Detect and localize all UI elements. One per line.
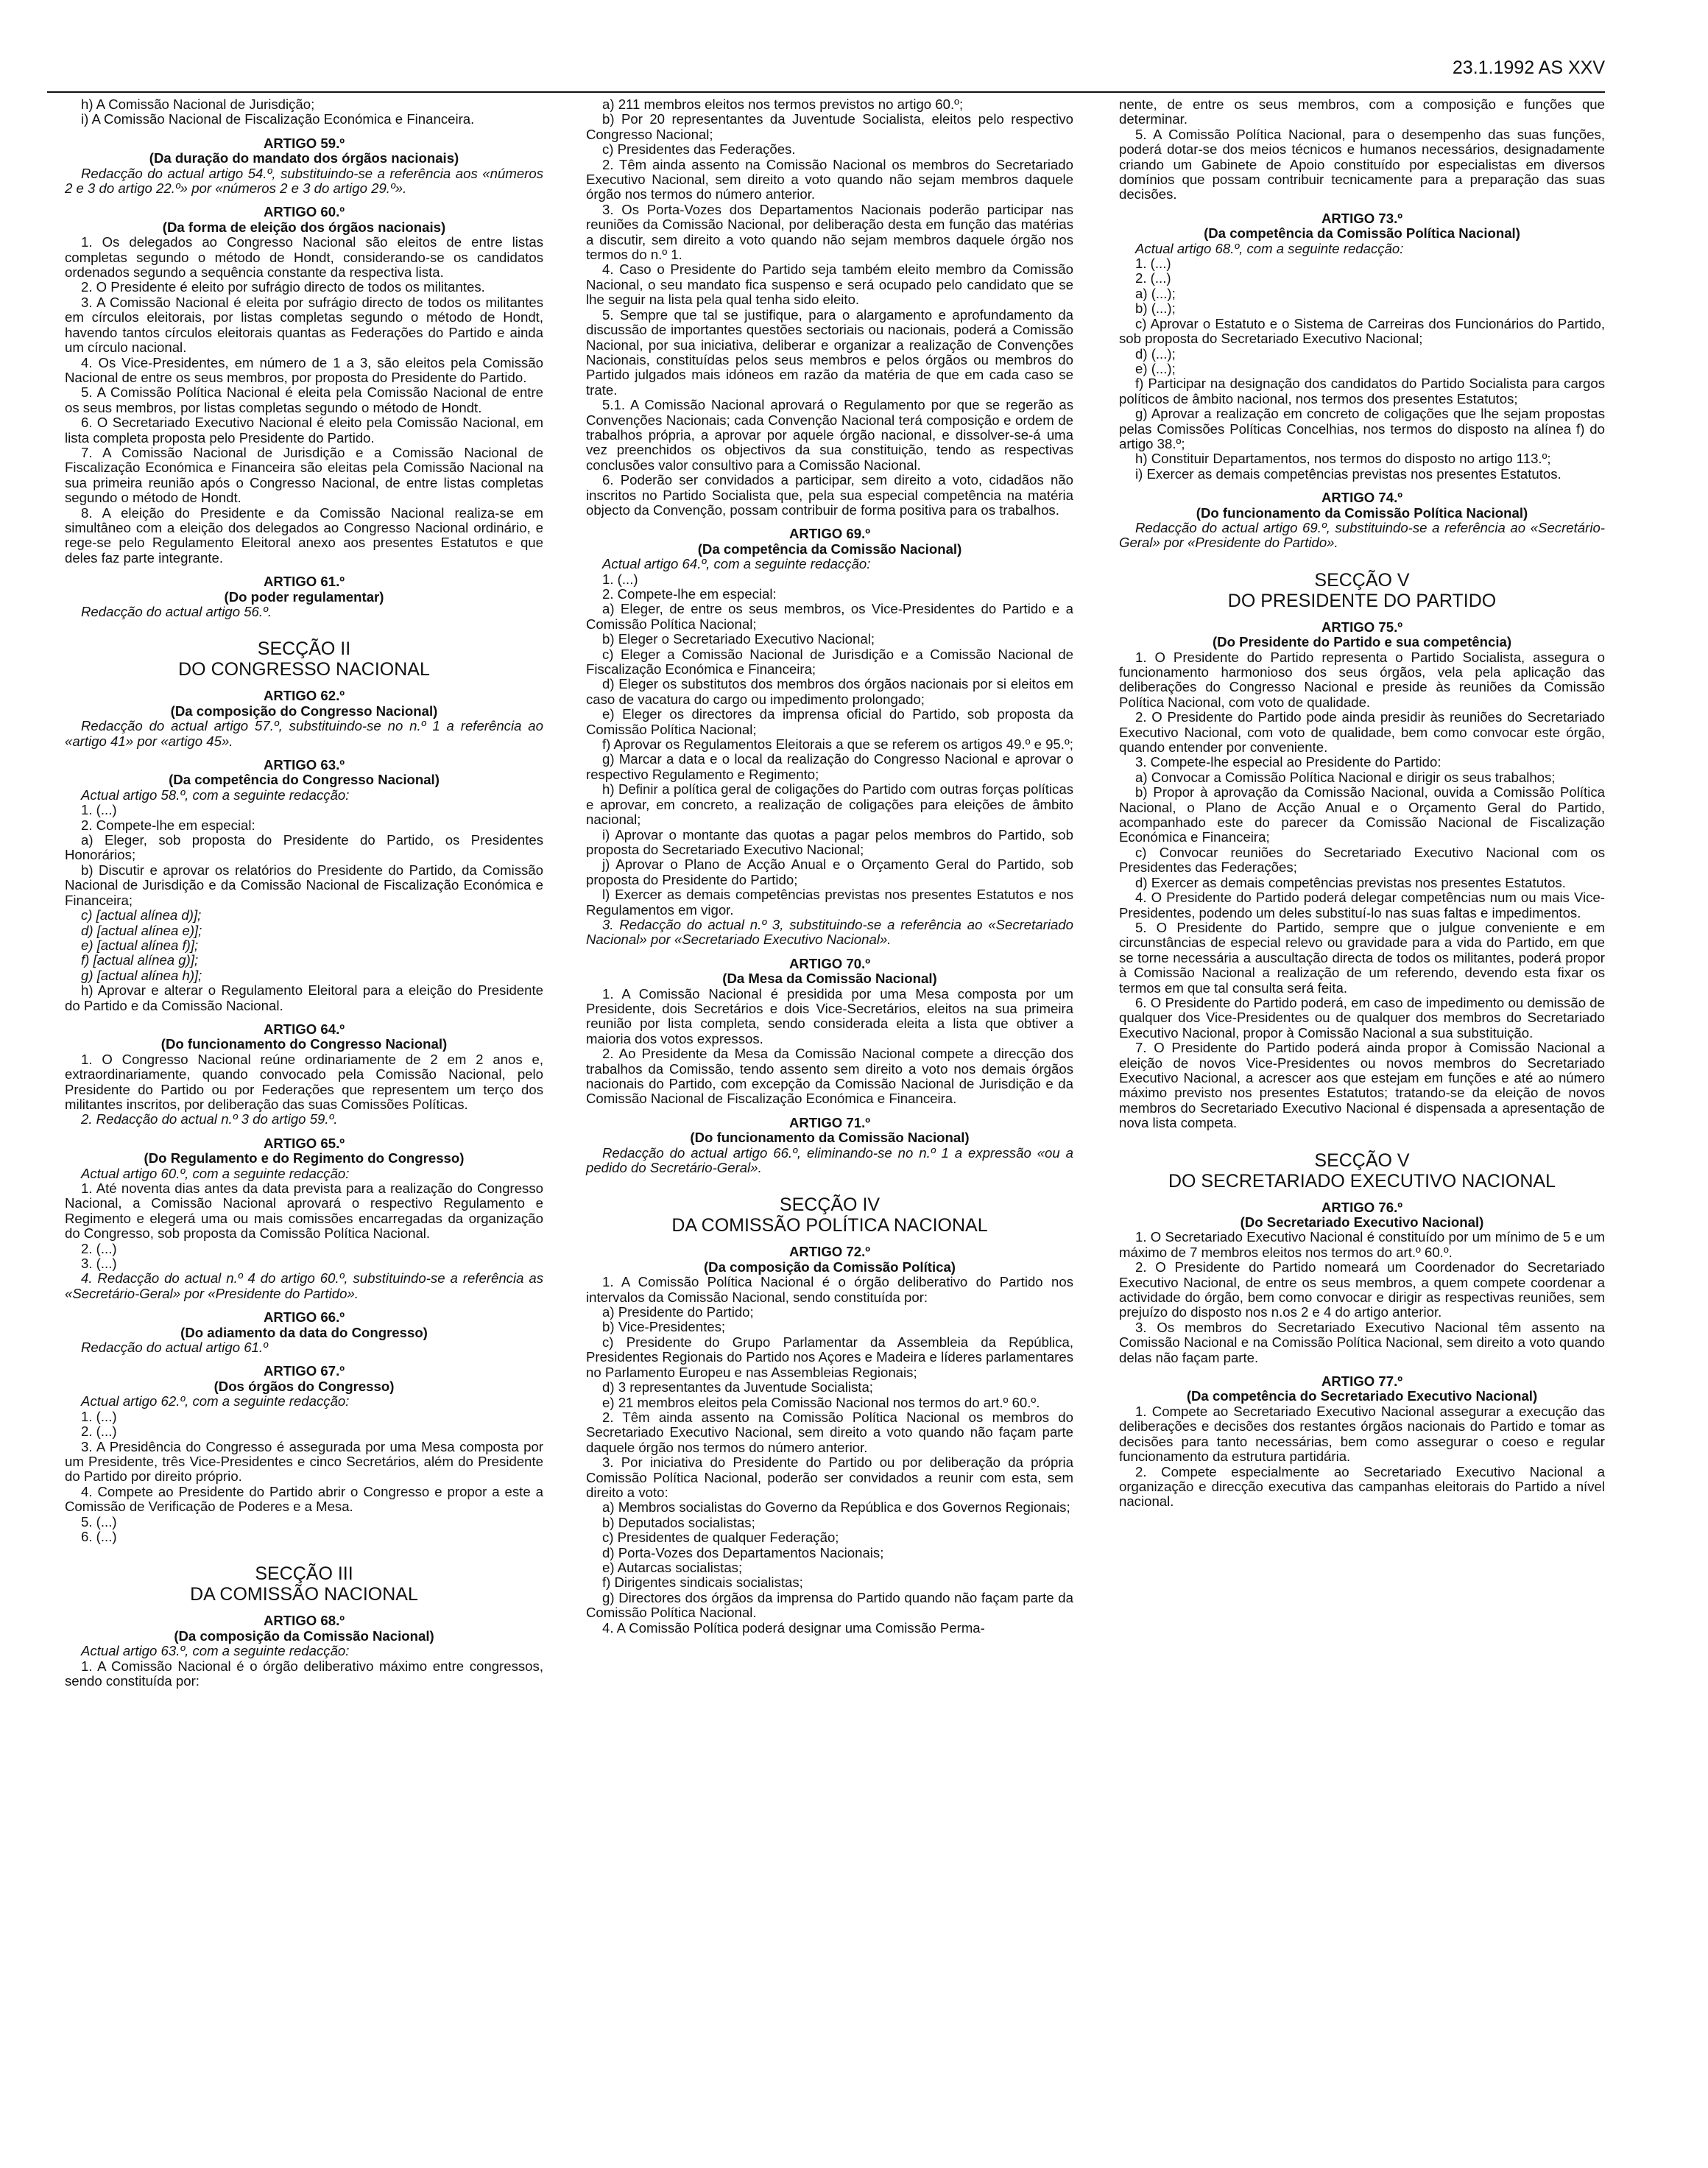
article-subtitle: (Da forma de eleição dos órgãos nacionais) [162,219,446,235]
article-subtitle: (Da composição da Comissão Nacional) [174,1627,434,1644]
paragraph: 8. A eleição do Presidente e da Comissão Nacional realiza-se em simultâneo com a eleição dos delegados ao Congresso Nacional ordinário, e rege-se pelo Regulamento Eleitoral anexo aos presentes Estatutos e que deles faz parte integrante. [65,504,543,566]
editorial-note: Redacção do actual artigo 56.º. [81,604,272,619]
paragraph: g) Aprovar a realização em concreto de coligações que lhe sejam propostas pelas Comissões Políticas Concelhias, nos termos do disposto na alínea f) do artigo 38.º; [1119,406,1605,451]
paragraph: b) Discutir e aprovar os relatórios do Presidente do Partido, da Comissão Nacional de Jurisdição e da Comissão Nacional de Fiscalização Económica e Financeira; [65,862,543,908]
editorial-note: Actual artigo 58.º, com a seguinte redacção: [81,786,350,803]
paragraph: 2. Compete-lhe em especial: [81,817,255,833]
paragraph: c) Presidentes das Federações. [602,141,796,158]
editorial-note: e) [actual alínea f)]; [81,937,199,953]
paragraph: 5. (...) [81,1513,117,1530]
paragraph: l) Exercer as demais competências previstas nos presentes Estatutos e nos Regulamentos em vigor. [586,887,1073,918]
article-title: ARTIGO 76.º [1321,1199,1403,1215]
paragraph: 7. O Presidente do Partido poderá ainda propor à Comissão Nacional a eleição de novos Vice-Presidentes ou novos membros do Secretariado Executivo Nacional, a acrescer aos que estejam em funções e até ao número máximo previsto nos presentes Estatutos; tratando-se da eleição de novos membros do Secretariado Executivo Nacional é dispensada a apresentação de nova lista competa. [1119,1040,1605,1131]
section-number: SECÇÃO IV [779,1194,881,1216]
text-column-right [1119,97,1605,1510]
editorial-note: d) [actual alínea e)]; [81,922,202,938]
article-title: ARTIGO 62.º [263,688,345,704]
paragraph: b) Por 20 representantes da Juventude Socialista, eleitos pelo respectivo Congresso Nacional; [586,111,1073,142]
paragraph: 1. O Congresso Nacional reúne ordinariamente de 2 em 2 anos e, extraordinariamente, quando convocado pela Comissão Nacional, pelo Presidente do Partido ou por Federações que representem um terço dos militantes inscritos, por deliberação das suas Comissões Políticas. [65,1051,543,1112]
paragraph: a) Eleger, de entre os seus membros, os Vice-Presidentes do Partido e a Comissão Política Nacional; [586,601,1073,632]
paragraph: d) Exercer as demais competências previstas nos presentes Estatutos. [1135,874,1566,890]
article-title: ARTIGO 70.º [788,955,871,971]
section-heading [65,638,543,680]
paragraph: 1. (...) [81,1408,117,1424]
paragraph: f) Dirigentes sindicais socialistas; [602,1574,803,1591]
paragraph: e) 21 membros eleitos pela Comissão Nacional nos termos do art.º 60.º. [602,1394,1040,1410]
paragraph: d) (...); [1135,345,1176,362]
article-subtitle: (Da composição da Comissão Política) [703,1259,956,1275]
paragraph: 5. Sempre que tal se justifique, para o alargamento e aprofundamento da discussão de importantes questões sectoriais ou nacionais, poderá a Comissão Nacional, por sua iniciativa, deliberar e organizar a realização de Convenções Nacionais, constituídas pelos seus membros e pelos órgãos ou membros do Partido julgados mais idóneos em razão da matéria de que em cada caso se trate. [586,306,1073,398]
paragraph: 1. Os delegados ao Congresso Nacional são eleitos de entre listas completas segundo o método de Hondt, considerando-se os candidatos ordenados segundo a sequência constante da respectiva lista. [65,234,543,281]
article-title: ARTIGO 68.º [263,1613,345,1629]
editorial-note: Actual artigo 68.º, com a seguinte redacção: [1135,240,1404,256]
paragraph: nente, de entre os seus membros, com a composição e funções que determinar. [1119,96,1605,127]
paragraph: f) Participar na designação dos candidatos do Partido Socialista para cargos políticos de âmbito nacional, nos termos dos presentes Estatutos; [1119,376,1605,406]
paragraph: d) 3 representantes da Juventude Socialista; [602,1379,873,1396]
paragraph: 3. Compete-lhe especial ao Presidente do Partido: [1135,754,1441,770]
article-title: ARTIGO 73.º [1321,210,1403,226]
article-subtitle: (Do funcionamento da Comissão Nacional) [690,1130,970,1146]
editorial-note: Redacção do actual artigo 57.º, substituindo-se no n.º 1 a referência ao «artigo 41» por «artigo 45». [65,718,543,749]
editorial-note: Actual artigo 64.º, com a seguinte redacção: [602,556,871,572]
article-subtitle: (Do funcionamento da Comissão Política Nacional) [1196,504,1528,521]
paragraph: 1. Até noventa dias antes da data prevista para a realização do Congresso Nacional, a Comissão Nacional aprovará o respectivo Regulamento e Regimento e elegerá uma ou mais comissões encarregadas da organização do Congresso, sob proposta da Comissão Política Nacional. [65,1180,543,1242]
editorial-note: Actual artigo 62.º, com a seguinte redacção: [81,1393,350,1409]
page-header [47,47,1605,93]
paragraph: 2. O Presidente do Partido nomeará um Coordenador do Secretariado Executivo Nacional, de entre os seus membros, a quem compete coordenar a actividade do órgão, bem como convocar e dirigir as respectivas reuniões, sem prejuízo do disposto nos n.os 2 e 4 do artigo anterior. [1119,1259,1605,1320]
paragraph: 6. (...) [81,1528,117,1544]
article-title: ARTIGO 65.º [263,1135,345,1151]
paragraph: 2. Têm ainda assento na Comissão Política Nacional os membros do Secretariado Executivo Nacional, sem direito a voto quando não façam parte daquele órgão nos termos do número anterior. [586,1409,1073,1455]
editorial-note: Redacção do actual artigo 69.º, substituindo-se a referência ao «Secretário-Geral» por «Presidente do Partido». [1119,519,1605,551]
paragraph: i) Exercer as demais competências previstas nos presentes Estatutos. [1135,465,1561,482]
paragraph: 6. O Presidente do Partido poderá, em caso de impedimento ou demissão de qualquer dos Vice-Presidentes ou de qualquer dos membros do Secretariado Executivo Nacional, propor à Comissão Nacional a sua substituição. [1119,994,1605,1041]
paragraph: 3. (...) [81,1256,117,1272]
paragraph: a) 211 membros eleitos nos termos previstos no artigo 60.º; [602,96,964,112]
paragraph: 2. O Presidente do Partido pode ainda presidir às reuniões do Secretariado Executivo Nacional, com voto de qualidade, bem como convocar este órgão, quando entender por conveniente. [1119,709,1605,756]
paragraph: i) A Comissão Nacional de Fiscalização Económica e Financeira. [81,111,475,127]
paragraph: e) Autarcas socialistas; [602,1559,743,1575]
paragraph: g) Directores dos órgãos da imprensa do Partido quando não façam parte da Comissão Política Nacional. [586,1589,1073,1621]
section-title: DO PRESIDENTE DO PARTIDO [1227,590,1497,611]
paragraph: c) Presidentes de qualquer Federação; [602,1530,839,1546]
paragraph: h) Definir a política geral de coligações do Partido com outras forças políticas e aprovar, em concreto, a realização de coligações para eleições de âmbito nacional; [586,781,1073,828]
paragraph: 3. Por iniciativa do Presidente do Partido ou por deliberação da própria Comissão Política Nacional, poderão ser convidados a reunir com esta, sem direito a voto: [586,1454,1073,1500]
editorial-note: 2. Redacção do actual n.º 3 do artigo 59.º. [81,1111,338,1127]
section-number: SECÇÃO II [257,638,351,660]
paragraph: c) Presidente do Grupo Parlamentar da Assembleia da República, Presidentes Regionais do Partido nos Açores e Madeira e líderes parlamentares no Parlamento Europeu e nas Assembleias Regionais; [586,1334,1073,1380]
paragraph: a) Eleger, sob proposta do Presidente do Partido, os Presidentes Honorários; [65,832,543,863]
article-title: ARTIGO 60.º [263,204,345,220]
article-title: ARTIGO 63.º [263,757,345,773]
article-subtitle: (Da competência da Comissão Nacional) [697,541,962,557]
paragraph: 7. A Comissão Nacional de Jurisdição e a Comissão Nacional de Fiscalização Económica e Financeira são eleitas pela Comissão Nacional na sua primeira reunião após o Congresso Nacional, de entre listas completas segundo o método de Hondt. [65,444,543,506]
paragraph: h) A Comissão Nacional de Jurisdição; [81,96,315,112]
paragraph: a) Convocar a Comissão Política Nacional e dirigir os seus trabalhos; [1135,769,1556,785]
paragraph: e) (...); [1135,360,1176,376]
article-title: ARTIGO 69.º [788,526,871,542]
text-column-middle [586,97,1073,1636]
section-number: SECÇÃO V [1314,569,1410,591]
paragraph: a) Membros socialistas do Governo da República e dos Governos Regionais; [602,1499,1070,1516]
paragraph: 1. (...) [602,571,638,587]
paragraph: 1. A Comissão Política Nacional é o órgão deliberativo do Partido nos intervalos da Comissão Nacional, sendo constituída por: [586,1274,1073,1305]
paragraph: b) (...); [1135,300,1176,317]
article-subtitle: (Do poder regulamentar) [224,588,384,605]
paragraph: 3. A Presidência do Congresso é assegurada por uma Mesa composta por um Presidente, três Vice-Presidentes e cinco Secretários, além do Presidente do Partido por direito próprio. [65,1438,543,1485]
paragraph: c) Convocar reuniões do Secretariado Executivo Nacional com os Presidentes das Federações; [1119,844,1605,876]
article-subtitle: (Do Secretariado Executivo Nacional) [1240,1214,1484,1230]
section-heading [1119,1150,1605,1192]
text-column-left [65,97,543,1689]
paragraph: 5. A Comissão Política Nacional é eleita pela Comissão Nacional de entre os seus membros, por listas completas segundo o método de Hondt. [65,384,543,415]
paragraph: 4. Caso o Presidente do Partido seja também eleito membro da Comissão Nacional, o seu mandato fica suspenso e será ocupado pelo candidato que se lhe seguir na lista pela qual tenha sido eleito. [586,261,1073,308]
paragraph: 2. (...) [81,1240,117,1256]
paragraph: 2. (...) [1135,270,1171,286]
paragraph: 2. (...) [81,1423,117,1440]
section-heading [586,1194,1073,1236]
section-title: DO CONGRESSO NACIONAL [178,659,430,680]
paragraph: c) Aprovar o Estatuto e o Sistema de Carreiras dos Funcionários do Partido, sob proposta do Secretariado Executivo Nacional; [1119,315,1605,347]
paragraph: a) (...); [1135,285,1176,301]
paragraph: 3. A Comissão Nacional é eleita por sufrágio directo de todos os militantes em círculos eleitorais, por listas completas segundo o método de Hondt, havendo tantos círculos eleitorais quantas as Federações do Partido e ainda um círculo nacional. [65,294,543,356]
paragraph: 4. Os Vice-Presidentes, em número de 1 a 3, são eleitos pela Comissão Nacional de entre os seus membros, por proposta do Presidente do Partido. [65,354,543,385]
paragraph: g) Marcar a data e o local da realização do Congresso Nacional e aprovar o respectivo Regulamento e Regimento; [586,751,1073,782]
paragraph: 1. O Presidente do Partido representa o Partido Socialista, assegura o funcionamento harmonioso dos seus órgãos, vela pela aplicação das deliberações do Congresso Nacional e preside às reuniões da Comissão Política Nacional, com voto de qualidade. [1119,649,1605,710]
article-title: ARTIGO 59.º [263,135,345,151]
paragraph: 2. Têm ainda assento na Comissão Nacional os membros do Secretariado Executivo Nacional, sem direito a voto quando não sejam membros daquele órgão nos termos do número anterior. [586,156,1073,203]
paragraph: a) Presidente do Partido; [602,1304,754,1320]
paragraph: b) Eleger o Secretariado Executivo Nacional; [602,631,875,647]
article-title: ARTIGO 66.º [263,1309,345,1326]
paragraph: f) Aprovar os Regulamentos Eleitorais a que se referem os artigos 49.º e 95.º; [602,736,1073,753]
article-title: ARTIGO 61.º [263,574,345,590]
paragraph: b) Deputados socialistas; [602,1514,755,1530]
editorial-note: c) [actual alínea d)]; [81,907,202,923]
editorial-note: Actual artigo 60.º, com a seguinte redacção: [81,1165,350,1181]
editorial-note: g) [actual alínea h)]; [81,967,202,983]
paragraph: 2. O Presidente é eleito por sufrágio directo de todos os militantes. [81,279,485,295]
paragraph: 1. (...) [1135,256,1171,272]
article-subtitle: (Da composição do Congresso Nacional) [170,703,438,719]
paragraph: c) Eleger a Comissão Nacional de Jurisdição e a Comissão Nacional de Fiscalização Económica e Financeira; [586,646,1073,678]
article-subtitle: (Do funcionamento do Congresso Nacional) [160,1036,448,1052]
section-number: SECÇÃO V [1314,1150,1410,1171]
editorial-note: 4. Redacção do actual n.º 4 do artigo 60.º, substituindo-se a referência as «Secretário-Geral» por «Presidente do Partido». [65,1270,543,1301]
paragraph: e) Eleger os directores da imprensa oficial do Partido, sob proposta da Comissão Política Nacional; [586,706,1073,737]
article-subtitle: (Dos órgãos do Congresso) [214,1378,395,1394]
section-title: DO SECRETARIADO EXECUTIVO NACIONAL [1168,1170,1556,1192]
article-subtitle: (Da competência da Comissão Política Nacional) [1204,225,1520,242]
editorial-note: 3. Redacção do actual n.º 3, substituindo-se a referência ao «Secretariado Nacional» por «Secretariado Executivo Nacional». [586,916,1073,948]
section-title: DA COMISSÃO POLÍTICA NACIONAL [671,1215,988,1236]
paragraph: 2. Ao Presidente da Mesa da Comissão Nacional compete a direcção dos trabalhos da Comissão, tendo assento sem direito a voto nos demais órgãos nacionais do Partido, com excepção da Comissão Nacional de Jurisdição e da Comissão Nacional de Fiscalização Económica e Financeira. [586,1046,1073,1107]
article-subtitle: (Da competência do Secretariado Executivo Nacional) [1186,1388,1538,1404]
paragraph: 6. O Secretariado Executivo Nacional é eleito pela Comissão Nacional, em lista completa proposta pelo Presidente do Partido. [65,415,543,446]
paragraph: 2. Compete-lhe em especial: [602,586,777,602]
article-title: ARTIGO 72.º [788,1244,871,1260]
article-subtitle: (Do Regulamento e do Regimento do Congresso) [144,1150,465,1166]
paragraph: 2. Compete especialmente ao Secretariado Executivo Nacional a organização e direcção executiva das campanhas eleitorais do Partido a nível nacional. [1119,1463,1605,1510]
paragraph: 5.1. A Comissão Nacional aprovará o Regulamento por que se regerão as Convenções Nacionais; cada Convenção Nacional terá composição e ordem de trabalhos própria, a aprovar por aquele órgão nacional, e dissolver-se-á uma vez preenchidos os objectivos da sua constituição, tendo as respectivas conclusões valor consultivo para a Comissão Nacional. [586,397,1073,473]
section-number: SECÇÃO III [255,1563,353,1585]
editorial-note: Redacção do actual artigo 61.º [81,1340,268,1356]
article-subtitle: (Do Presidente do Partido e sua competência) [1212,634,1512,650]
paragraph: 1. A Comissão Nacional é presidida por uma Mesa composta por um Presidente, dois Secretários e dois Vice-Secretários, eleitos na sua primeira reunião por lista completa, sendo considerada eleita a lista que obtiver a maioria dos votos expressos. [586,985,1073,1046]
section-title: DA COMISSÃO NACIONAL [190,1584,418,1605]
paragraph: b) Propor à aprovação da Comissão Nacional, ouvida a Comissão Política Nacional, o Plano de Acção Anual e o Orçamento Geral do Partido, acompanhado este do parecer da Comissão Nacional de Fiscalização Económica e Financeira; [1119,784,1605,845]
article-title: ARTIGO 67.º [263,1363,345,1379]
paragraph: 4. O Presidente do Partido poderá delegar competências num ou mais Vice-Presidentes, podendo um deles substituí-lo nas suas faltas e impedimentos. [1119,890,1605,921]
paragraph: 1. (...) [81,802,117,818]
paragraph: h) Aprovar e alterar o Regulamento Eleitoral para a eleição do Presidente do Partido e da Comissão Nacional. [65,982,543,1013]
paragraph: h) Constituir Departamentos, nos termos do disposto no artigo 113.º; [1135,451,1551,467]
paragraph: 1. Compete ao Secretariado Executivo Nacional assegurar a execução das deliberações e decisões dos restantes órgãos nacionais do Partido e tomar as decisões para tanto necessárias, bem como assegurar o coeso e regular funcionamento da estrutura partidária. [1119,1403,1605,1465]
editorial-note: f) [actual alínea g)]; [81,952,199,968]
article-title: ARTIGO 74.º [1321,490,1403,506]
paragraph: 3. Os Porta-Vozes dos Departamentos Nacionais poderão participar nas reuniões da Comissão Nacional, por deliberação desta em função das matérias a discutir, sem direito a voto quando não sejam membros daquele órgão nos termos do n.º 1. [586,201,1073,263]
article-title: ARTIGO 64.º [263,1021,345,1037]
article-subtitle: (Da Mesa da Comissão Nacional) [722,971,937,987]
article-title: ARTIGO 77.º [1321,1373,1403,1390]
paragraph: 6. Poderão ser convidados a participar, sem direito a voto, cidadãos não inscritos no Partido Socialista que, pela sua especial competência na matéria objecto da Convenção, possam contribuir de forma positiva para os trabalhos. [586,472,1073,518]
section-heading [65,1563,543,1605]
editorial-note: Redacção do actual artigo 54.º, substituindo-se a referência aos «números 2 e 3 do artigo 22.º» por «números 2 e 3 do artigo 29.º». [65,165,543,197]
paragraph: 1. A Comissão Nacional é o órgão deliberativo máximo entre congressos, sendo constituída por: [65,1658,543,1689]
paragraph: 3. Os membros do Secretariado Executivo Nacional têm assento na Comissão Nacional e na Comissão Política Nacional, sem direito a voto quando delas não façam parte. [1119,1319,1605,1365]
article-subtitle: (Do adiamento da data do Congresso) [180,1324,428,1340]
article-title: ARTIGO 71.º [788,1114,871,1130]
paragraph: b) Vice-Presidentes; [602,1319,726,1335]
editorial-note: Redacção do actual artigo 66.º, eliminando-se no n.º 1 a expressão «ou a pedido do Secretário-Geral». [586,1144,1073,1176]
paragraph: 5. O Presidente do Partido, sempre que o julgue conveniente e em circunstâncias de especial relevo ou gravidade para a vida do Partido, em que se torne necessária a auscultação directa de todos os militantes, poderá propor à Comissão Nacional a realização de um referendo, devendo esta fixar os termos em que tal consulta será feita. [1119,919,1605,996]
paragraph: d) Eleger os substitutos dos membros dos órgãos nacionais por si eleitos em caso de vacatura do cargo ou impedimento prolongado; [586,676,1073,707]
paragraph: 4. A Comissão Política poderá designar uma Comissão Perma- [602,1619,985,1636]
paragraph: 4. Compete ao Presidente do Partido abrir o Congresso e propor a este a Comissão de Verificação de Poderes e a Mesa. [65,1483,543,1515]
section-heading [1119,570,1605,611]
page-date: 23.1.1992 AS XXV [1452,57,1605,78]
article-subtitle: (Da duração do mandato dos órgãos nacionais) [149,150,459,166]
paragraph: 1. O Secretariado Executivo Nacional é constituído por um mínimo de 5 e um máximo de 7 membros eleitos nos termos do art.º 60.º. [1119,1229,1605,1260]
article-subtitle: (Da competência do Congresso Nacional) [169,772,440,788]
paragraph: d) Porta-Vozes dos Departamentos Nacionais; [602,1544,884,1560]
paragraph: i) Aprovar o montante das quotas a pagar pelos membros do Partido, sob proposta do Secretariado Executivo Nacional; [586,826,1073,857]
paragraph: 5. A Comissão Política Nacional, para o desempenho das suas funções, poderá dotar-se dos meios técnicos e humanos necessários, designadamente criando um Gabinete de Apoio constituído por especialistas em diversos domínios que possam contribuir tecnicamente para a preparação das suas decisões. [1119,126,1605,203]
article-title: ARTIGO 75.º [1321,619,1403,635]
paragraph: j) Aprovar o Plano de Acção Anual e o Orçamento Geral do Partido, sob proposta do Presidente do Partido; [586,856,1073,887]
editorial-note: Actual artigo 63.º, com a seguinte redacção: [81,1643,350,1659]
